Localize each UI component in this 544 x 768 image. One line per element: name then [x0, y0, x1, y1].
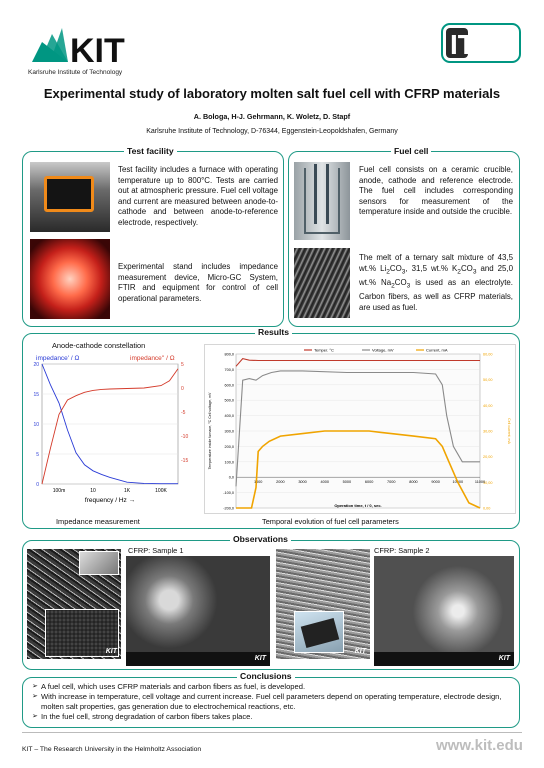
x-tick-label: 10 — [90, 488, 96, 494]
itc-logo-text: ITC — [450, 29, 496, 60]
sem-fiber-mesh-image — [27, 549, 121, 659]
fuel-cell-text-2 — [359, 253, 513, 313]
subscript: 3 — [472, 268, 477, 276]
test-facility-text-2: Experimental stand includes impedance measurement device, Micro-GC System, FTIR and equipment for control of cell operational parameters. — [118, 262, 278, 303]
y-left-tick-label: 700,0 — [224, 367, 234, 372]
impedance-chart-heading: Anode-cathode constellation — [52, 341, 146, 350]
conclusions-list — [32, 682, 514, 722]
legend-label: Temper. °C — [314, 347, 334, 353]
y-left-tick-label: 0,0 — [228, 475, 234, 480]
subscript: 3 — [401, 268, 406, 276]
heated-cell-photo — [30, 239, 110, 319]
kit-badge: KIT — [105, 648, 117, 655]
y-right-tick-label: 20,00 — [483, 455, 493, 460]
fuel-cell-text-2a: The melt of a ternary salt mixture of 43,5 wt.% Li — [359, 253, 513, 273]
sem-sample2-image — [374, 556, 514, 666]
y-right-tick-label: 5 — [181, 362, 184, 368]
sem-sample1-image — [126, 556, 270, 666]
y-left-tick-label: 5 — [36, 452, 39, 458]
subscript: 2 — [457, 268, 461, 276]
fuel-cell-text-2c: , 31,5 wt.% K — [405, 263, 458, 273]
fuel-cell-text-1: Fuel cell consists on a ceramic crucible, anode, cathode and reference electrode. The fuel cell includes corresponding sensors for measurement of the temperature inside and outside the crucible. — [359, 165, 513, 217]
subscript: 3 — [406, 282, 411, 290]
legend-label: Voltage, mV — [372, 347, 394, 353]
y-right-tick-label: 0 — [181, 386, 184, 392]
footer-divider — [22, 732, 522, 733]
x-tick-label: 2000 — [276, 480, 285, 485]
y-left-tick-label: 10 — [33, 422, 39, 428]
conclusion-item: ➢ In the fuel cell, strong degradation of carbon fibers takes place. — [32, 712, 514, 722]
y-right-tick-label: 60,00 — [483, 352, 493, 357]
fuel-cell-text-2b: CO — [389, 263, 402, 273]
impedance-caption: Impedance measurement — [56, 517, 140, 526]
y-left-tick-label: 100,0 — [224, 460, 234, 465]
x-tick-label: 1K — [123, 488, 131, 494]
time-evolution-caption: Temporal evolution of fuel cell parameters — [262, 517, 399, 526]
y-right-tick-label: 10,00 — [483, 480, 493, 485]
kit-website-link[interactable]: www.kit.edu — [436, 737, 523, 754]
y-left-tick-label: 0 — [36, 482, 39, 488]
x-tick-label: 4000 — [320, 480, 329, 485]
y-left-tick-label: 15 — [33, 392, 39, 398]
y-left-tick-label: 600,0 — [224, 383, 234, 388]
impedance-chart — [28, 352, 196, 512]
y-left-tick-label: 20 — [33, 362, 39, 368]
fuel-cell-title: Fuel cell — [391, 146, 431, 157]
x-tick-label: 3000 — [298, 480, 307, 485]
y-right-tick-label: -5 — [181, 410, 186, 416]
furnace-photo — [30, 162, 110, 232]
y-left-tick-label: 800,0 — [224, 352, 234, 357]
carbon-fibers-photo — [294, 248, 350, 318]
footer-text: KIT – The Research University in the Helmholtz Association — [22, 746, 202, 753]
x-axis-label: frequency / Hz → — [84, 497, 136, 504]
test-facility-text-1: Test facility includes a furnace with operating temperature up to 800°C. Tests are carried out at atmospheric pressure. Fuel cell voltage and current are measured between anode-to-cathode and between anode-to-reference electrode, respectively. — [118, 165, 278, 227]
y-right-tick-label: 30,00 — [483, 429, 493, 434]
authors: A. Bologa, H-J. Gehrmann, K. Woletz, D. Stapf — [193, 112, 351, 121]
time-evolution-chart — [204, 344, 516, 514]
fuel-cell-text-2f: CO — [394, 277, 407, 287]
legend-impedance-imag: impedance'' / Ω — [130, 355, 175, 362]
x-tick-label: 9000 — [431, 480, 440, 485]
x-tick-label: 100m — [52, 488, 66, 494]
test-facility-title: Test facility — [124, 146, 177, 157]
y-left-tick-label: 400,0 — [224, 414, 234, 419]
y-left-tick-label: -200,0 — [223, 506, 234, 511]
x-tick-label: 1000 — [253, 480, 263, 485]
y-right-tick-label: -15 — [181, 458, 189, 464]
kit-badge: KIT — [354, 648, 366, 655]
legend-label: Current, mA — [426, 347, 448, 353]
x-tick-label: 100K — [155, 488, 167, 494]
conclusion-item: ➢ A fuel cell, which uses CFRP materials and carbon fibers as fuel, is developed. — [32, 682, 514, 692]
kit-badge: KIT — [498, 655, 510, 662]
y-left-tick-label: 200,0 — [224, 444, 234, 449]
conclusion-item: ➢ With increase in temperature, cell voltage and current increase. Fuel cell parameters depend on operating temperature, electrode design, molten salt properties, gas generation due to electrochemical reactions, etc. — [32, 692, 514, 712]
kit-logo-text: KIT — [70, 32, 125, 70]
y-right-axis-label: Cell current, mA — [507, 418, 511, 444]
conclusions-title: Conclusions — [237, 671, 295, 682]
fuel-cell-text-2d: CO — [460, 263, 473, 273]
fuel-cell-text-2e: and 25,0 wt.% Na — [359, 263, 513, 287]
y-right-tick-label: 40,00 — [483, 403, 493, 408]
kit-subtitle: Karlsruhe Institute of Technology — [28, 69, 123, 76]
x-axis-label: Operation time, t / 0, sec. — [334, 503, 382, 508]
poster-title: Experimental study of laboratory molten salt fuel cell with CFRP materials — [43, 86, 501, 101]
kit-badge: KIT — [254, 655, 266, 662]
observations-title: Observations — [230, 534, 291, 545]
subscript: 2 — [391, 282, 395, 290]
y-right-tick-label: 0,00 — [483, 506, 491, 511]
sample1-label: CFRP: Sample 1 — [128, 546, 184, 555]
subscript: 2 — [386, 268, 390, 276]
y-right-tick-label: 50,00 — [483, 378, 493, 383]
x-tick-label: 7000 — [387, 480, 396, 485]
x-tick-label: 8000 — [409, 480, 418, 485]
results-title: Results — [255, 327, 292, 338]
y-left-tick-label: 500,0 — [224, 398, 234, 403]
sample2-label: CFRP: Sample 2 — [374, 546, 430, 555]
y-left-tick-label: -100,0 — [223, 491, 234, 496]
x-tick-label: 6000 — [364, 480, 374, 485]
sem-fiber-strands-image — [276, 549, 370, 659]
itc-logo — [440, 18, 522, 68]
fuel-cell-schematic — [294, 162, 350, 240]
x-tick-label: 10000 — [452, 480, 464, 485]
x-tick-label: 11000 — [474, 480, 486, 485]
kit-logo — [28, 22, 138, 74]
y-right-tick-label: -10 — [181, 434, 189, 440]
legend-impedance-real: impedance' / Ω — [36, 355, 80, 362]
fuel-cell-text-2g: is used as an electrolyte. Carbon fibers, as well as CFRP materials, are used as fuel. — [359, 277, 513, 312]
y-left-axis-label: Temperature inside furnace, °C Cell voltage, mV — [208, 392, 212, 470]
affiliation: Karlsruhe Institute of Technology, D-76344, Eggenstein-Leopoldshafen, Germany — [146, 128, 398, 135]
y-left-tick-label: 300,0 — [224, 429, 234, 434]
x-tick-label: 5000 — [342, 480, 352, 485]
